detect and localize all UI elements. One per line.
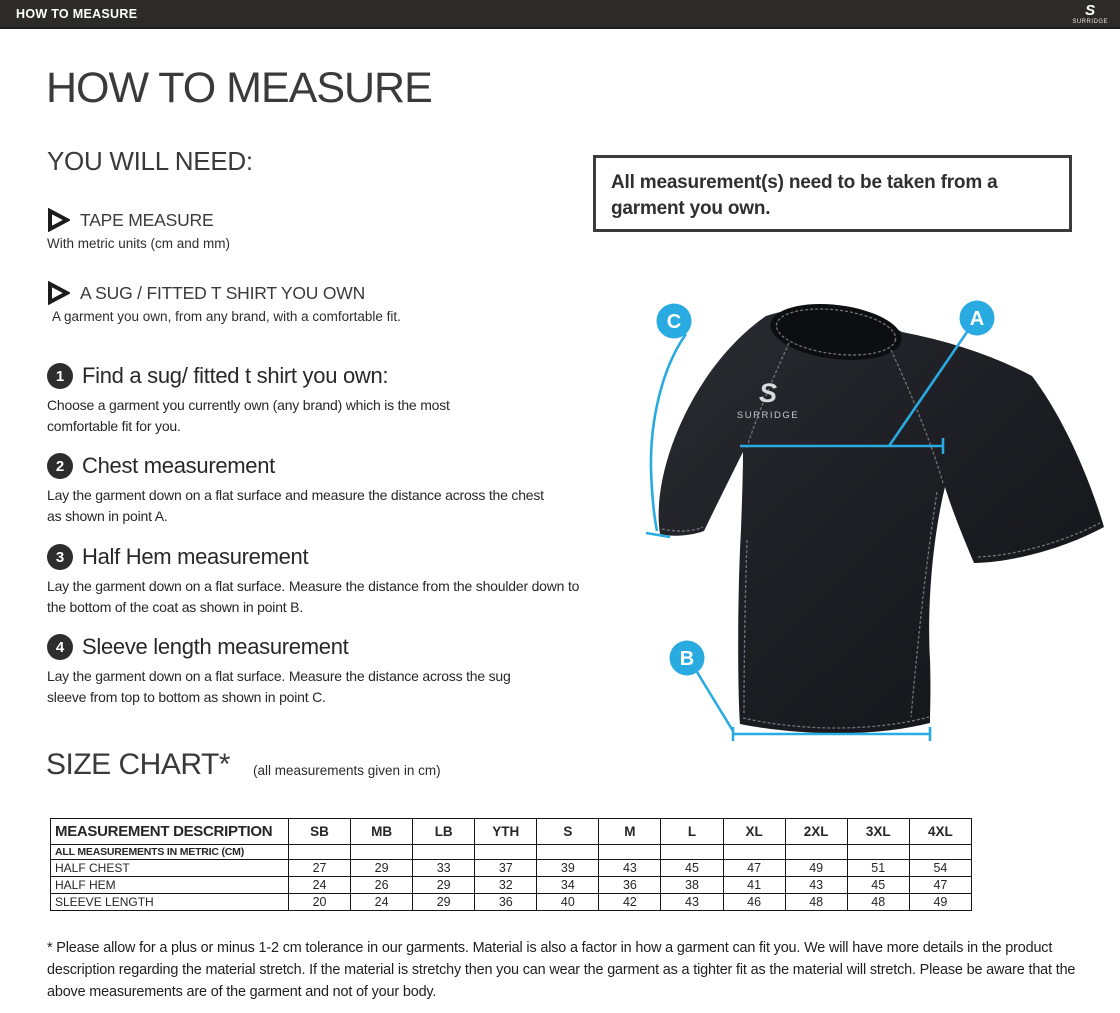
table-cell: 42 [599, 894, 661, 911]
table-cell: MEASUREMENT DESCRIPTION [51, 819, 289, 845]
table-cell: 38 [661, 877, 723, 894]
step-number-badge: 4 [47, 634, 73, 660]
table-cell [537, 845, 599, 860]
shirt-logo-brand: SURRIDGE [736, 410, 800, 421]
label-b-text: B [679, 648, 695, 670]
step-title: Sleeve length measurement [82, 634, 349, 659]
table-body [51, 819, 972, 911]
table-cell: M [599, 819, 661, 845]
step-3 [47, 544, 592, 617]
surridge-logo-icon [1072, 3, 1108, 25]
step-title: Chest measurement [82, 453, 275, 478]
table-cell: 36 [475, 894, 537, 911]
table-cell: 37 [475, 860, 537, 877]
table-cell: 29 [413, 894, 475, 911]
step-4 [47, 634, 547, 707]
triangle-bullet-icon [47, 208, 70, 232]
table-cell: 45 [661, 860, 723, 877]
table-cell: 20 [289, 894, 351, 911]
measurement-diagram [600, 280, 1110, 800]
need-item-title: TAPE MEASURE [80, 209, 214, 230]
shirt-diagram-image [600, 280, 1110, 800]
need-item-description: A garment you own, from any brand, with a comfortable fit. [52, 309, 401, 324]
table-cell: 51 [847, 860, 909, 877]
table-cell: 4XL [909, 819, 971, 845]
table-cell: 49 [909, 894, 971, 911]
surridge-brand-label: SURRIDGE [1072, 19, 1108, 25]
label-a-text: A [969, 308, 985, 330]
triangle-bullet-icon [47, 281, 70, 305]
table-cell: 29 [351, 860, 413, 877]
table-cell: 54 [909, 860, 971, 877]
table-cell: 47 [909, 877, 971, 894]
table-cell: 41 [723, 877, 785, 894]
table-cell: 33 [413, 860, 475, 877]
table-cell: YTH [475, 819, 537, 845]
table-cell: 3XL [847, 819, 909, 845]
step-2 [47, 453, 547, 526]
table-metric-row [51, 845, 972, 860]
table-cell: 24 [289, 877, 351, 894]
table-cell: 26 [351, 877, 413, 894]
table-cell: 40 [537, 894, 599, 911]
step-number-badge: 3 [47, 544, 73, 570]
table-cell: S [537, 819, 599, 845]
table-cell: HALF HEM [51, 877, 289, 894]
table-cell: 47 [723, 860, 785, 877]
table-header-row [51, 819, 972, 845]
step-description: Lay the garment down on a flat surface. Measure the distance from the shoulder down to the bottom of the coat as shown in point B. [47, 578, 580, 615]
table-cell: 45 [847, 877, 909, 894]
shirt-logo-monogram: S [758, 378, 778, 408]
shirt-silhouette [659, 308, 1104, 733]
surridge-monogram: S [1085, 2, 1096, 19]
table-cell [289, 845, 351, 860]
tolerance-footnote: * Please allow for a plus or minus 1-2 cm tolerance in our garments. Material is also a factor in how a garment can fit you. We will have more details in the product description regarding the material stretch. If the material is stretchy then you can wear the garment as a tighter fit as the material will stretch. Please be aware that the above measurements are of the garment and not of your body. [47, 940, 1076, 1000]
table-cell: 46 [723, 894, 785, 911]
table-cell [351, 845, 413, 860]
table-cell: ALL MEASUREMENTS IN METRIC (CM) [51, 845, 289, 860]
need-item-description: With metric units (cm and mm) [47, 236, 231, 251]
step-description: Lay the garment down on a flat surface. Measure the distance across the sug sleeve from top to bottom as shown in point C. [47, 668, 511, 705]
step-title: Find a sug/ fitted t shirt you own: [82, 363, 389, 388]
step-description: Choose a garment you currently own (any brand) which is the most comfortable fit for you. [47, 397, 450, 434]
table-cell: 48 [847, 894, 909, 911]
table-row [51, 894, 972, 911]
table-cell [661, 845, 723, 860]
need-item-title: A SUG / FITTED T SHIRT YOU OWN [80, 282, 366, 303]
size-chart-subtitle: (all measurements given in cm) [253, 763, 441, 778]
step-number-badge: 2 [47, 453, 73, 479]
need-item-fitted-shirt [47, 281, 401, 324]
step-1 [47, 363, 497, 436]
table-cell [909, 845, 971, 860]
step-description: Lay the garment down on a flat surface and measure the distance across the chest as shown in point A. [47, 487, 544, 524]
size-chart-table [50, 818, 972, 911]
table-cell: 49 [785, 860, 847, 877]
step-title: Half Hem measurement [82, 544, 309, 569]
table-cell: 32 [475, 877, 537, 894]
table-cell: MB [351, 819, 413, 845]
table-row [51, 877, 972, 894]
table-cell: 29 [413, 877, 475, 894]
table-cell: 39 [537, 860, 599, 877]
you-will-need-heading: YOU WILL NEED: [47, 146, 253, 176]
notice-box [593, 155, 1072, 232]
table-cell: 27 [289, 860, 351, 877]
modal-title: HOW TO MEASURE [16, 6, 138, 21]
table-cell [723, 845, 785, 860]
table-row [51, 860, 972, 877]
table-cell [413, 845, 475, 860]
table-cell: LB [413, 819, 475, 845]
table-cell: L [661, 819, 723, 845]
need-item-tape-measure [47, 208, 230, 251]
table-cell: 34 [537, 877, 599, 894]
table-cell: HALF CHEST [51, 860, 289, 877]
table-cell [475, 845, 537, 860]
page-title: HOW TO MEASURE [46, 64, 432, 112]
step-number-badge: 1 [47, 363, 73, 389]
table-cell: 2XL [785, 819, 847, 845]
table-cell: SLEEVE LENGTH [51, 894, 289, 911]
notice-text: All measurement(s) need to be taken from a garment you own. [611, 172, 998, 220]
table-cell [785, 845, 847, 860]
table-cell: 43 [661, 894, 723, 911]
table-cell [599, 845, 661, 860]
modal-header-bar [0, 0, 1120, 29]
table-cell: SB [289, 819, 351, 845]
label-c-text: C [666, 311, 682, 333]
table-cell: 48 [785, 894, 847, 911]
table-cell: 43 [785, 877, 847, 894]
table-cell [847, 845, 909, 860]
table-cell: 24 [351, 894, 413, 911]
table-cell: 36 [599, 877, 661, 894]
size-chart-heading: SIZE CHART* [46, 748, 230, 781]
label-b-pointer-line [697, 672, 733, 731]
table-cell: XL [723, 819, 785, 845]
table-cell: 43 [599, 860, 661, 877]
